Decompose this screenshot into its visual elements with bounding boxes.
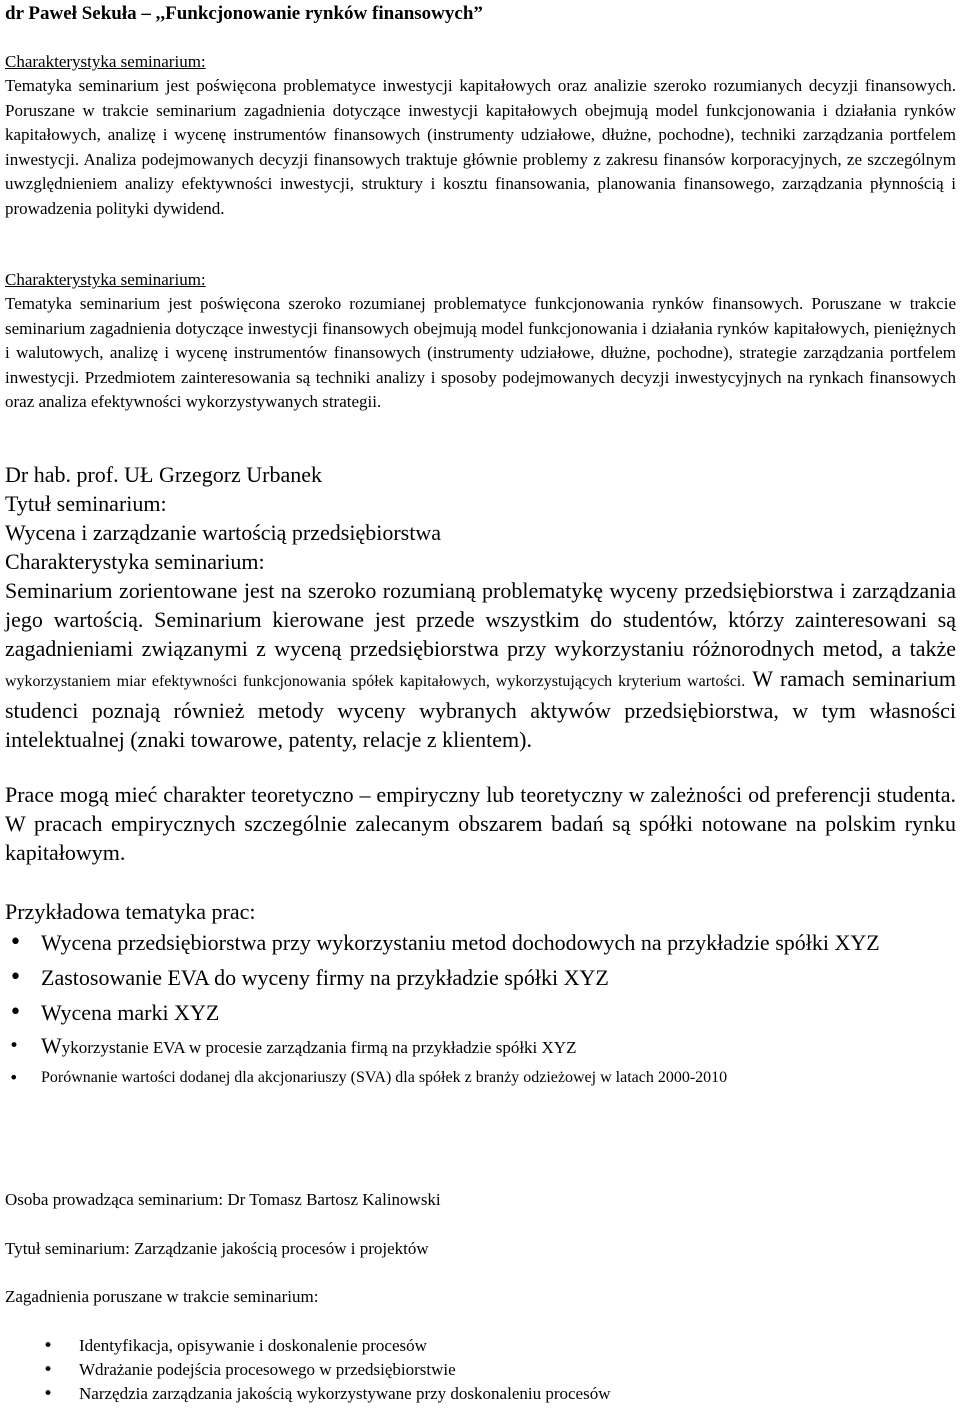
examples-label: Przykładowa tematyka prac: bbox=[5, 899, 256, 924]
list-item: • Porównanie wartości dodanej dla akcjonariuszy (SVA) dla spółek z branży odzieżowej w latach 2000-2010 bbox=[5, 1063, 956, 1093]
seminar-3-description-2: Prace mogą mieć charakter teoretyczno – empiryczny lub teoretyczny w zależności od preferencji studenta. W pracach empirycznych szczególnie zalecanym obszarem badań są spółki notowane na polskim rynku kapitałowym. bbox=[5, 782, 956, 866]
bullet-icon: • bbox=[9, 930, 22, 955]
seminar-3-header bbox=[5, 460, 956, 576]
examples-list bbox=[5, 926, 956, 1093]
seminar-3-desc-part-a: Seminarium zorientowane jest na szeroko rozumianą problematykę wyceny przedsiębiorstwa i zarządzania jego wartością. Seminarium kierowane jest przede wszystkim do studentów, którzy zainteresowani są zagadnieniami związanymi z wyceną przedsiębiorstwa przy wykorzystaniu różnorodnych metod, a także bbox=[5, 578, 956, 662]
bullet-icon: • bbox=[9, 1000, 22, 1025]
seminar-3-desc-part-b: wykorzystaniem miar efektywności funkcjonowania spółek kapitałowych, wykorzystujących kryterium wartości. bbox=[5, 672, 746, 690]
seminar-4-topics-list bbox=[5, 1334, 956, 1406]
list-item: • Narzędzia zarządzania jakością wykorzystywane przy doskonaleniu procesów bbox=[43, 1384, 611, 1404]
seminar-3-title: Wycena i zarządzanie wartością przedsiębiorstwa bbox=[5, 520, 441, 545]
seminar-2-char-label: Charakterystyka seminarium: bbox=[5, 270, 206, 289]
seminar-1-char-label: Charakterystyka seminarium: bbox=[5, 52, 206, 71]
bullet-icon: • bbox=[9, 1068, 19, 1087]
list-item: • Wykorzystanie EVA w procesie zarządzania firmą na przykładzie spółki XYZ bbox=[5, 1031, 956, 1063]
bullet-icon: • bbox=[9, 965, 22, 990]
list-item: • Identyfikacja, opisywanie i doskonalenie procesów bbox=[43, 1336, 427, 1356]
seminar-3-char-label: Charakterystyka seminarium: bbox=[5, 549, 265, 574]
seminar-3-desc-part-c: W ramach seminarium studenci poznają również metody wyceny wybranych aktywów przedsiębiorstwa, w tym własności intelektualnej (znaki towarowe, patenty, relacje z klientem). bbox=[5, 665, 956, 753]
document-title: dr Paweł Sekuła – ,,Funkcjonowanie rynków finansowych” bbox=[5, 3, 483, 24]
bullet-icon: • bbox=[43, 1336, 54, 1356]
list-item: • Wycena marki XYZ bbox=[5, 996, 956, 1029]
seminar-4-title: Tytuł seminarium: Zarządzanie jakością procesów i projektów bbox=[5, 1239, 429, 1258]
list-item: • Wycena przedsiębiorstwa przy wykorzystaniu metod dochodowych na przykładzie spółki XYZ bbox=[5, 926, 956, 959]
seminar-3-lecturer: Dr hab. prof. UŁ Grzegorz Urbanek bbox=[5, 462, 323, 487]
seminar-3-description bbox=[5, 576, 956, 754]
seminar-4-topics-label: Zagadnienia poruszane w trakcie seminarium: bbox=[5, 1287, 319, 1306]
bullet-icon: • bbox=[43, 1384, 54, 1404]
seminar-3-title-label: Tytuł seminarium: bbox=[5, 491, 167, 516]
bullet-icon: • bbox=[43, 1360, 54, 1380]
seminar-4-lecturer: Osoba prowadząca seminarium: Dr Tomasz Bartosz Kalinowski bbox=[5, 1190, 441, 1209]
bullet-icon: • bbox=[9, 1036, 20, 1056]
list-item: • Zastosowanie EVA do wyceny firmy na przykładzie spółki XYZ bbox=[5, 961, 956, 994]
list-item: • Wdrażanie podejścia procesowego w przedsiębiorstwie bbox=[43, 1360, 456, 1380]
seminar-2-description: Tematyka seminarium jest poświęcona szeroko rozumianej problematyce funkcjonowania rynków finansowych. Poruszane w trakcie seminarium zagadnienia dotyczące inwestycji finansowych obejmują model funkcjonowania i działania rynków kapitałowych, pieniężnych i walutowych, analizę i wycenę instrumentów finansowych (instrumenty udziałowe, dłużne, pochodne), strategie zarządzania portfelem inwestycji. Przedmiotem zainteresowania są techniki analizy i sposoby podejmowanych decyzji inwestycyjnych na rynkach finansowych oraz analiza efektywności wykorzystywanych strategii. bbox=[5, 294, 956, 411]
seminar-1-description: Tematyka seminarium jest poświęcona problematyce inwestycji kapitałowych oraz analizie szeroko rozumianych decyzji finansowych. Poruszane w trakcie seminarium zagadnienia dotyczące inwestycji kapitałowych obejmują model funkcjonowania i działania rynków kapitałowych, analizę i wycenę instrumentów finansowych (instrumenty udziałowe, dłużne, pochodne), techniki zarządzania portfelem inwestycji. Analiza podejmowanych decyzji finansowych traktuje głównie problemy z zakresu finansów korporacyjnych, ze szczególnym uwzględnieniem analizy efektywności inwestycji, struktury i kosztu finansowania, planowania finansowego, zarządzania płynnością i prowadzenia polityki dywidend. bbox=[5, 76, 956, 218]
